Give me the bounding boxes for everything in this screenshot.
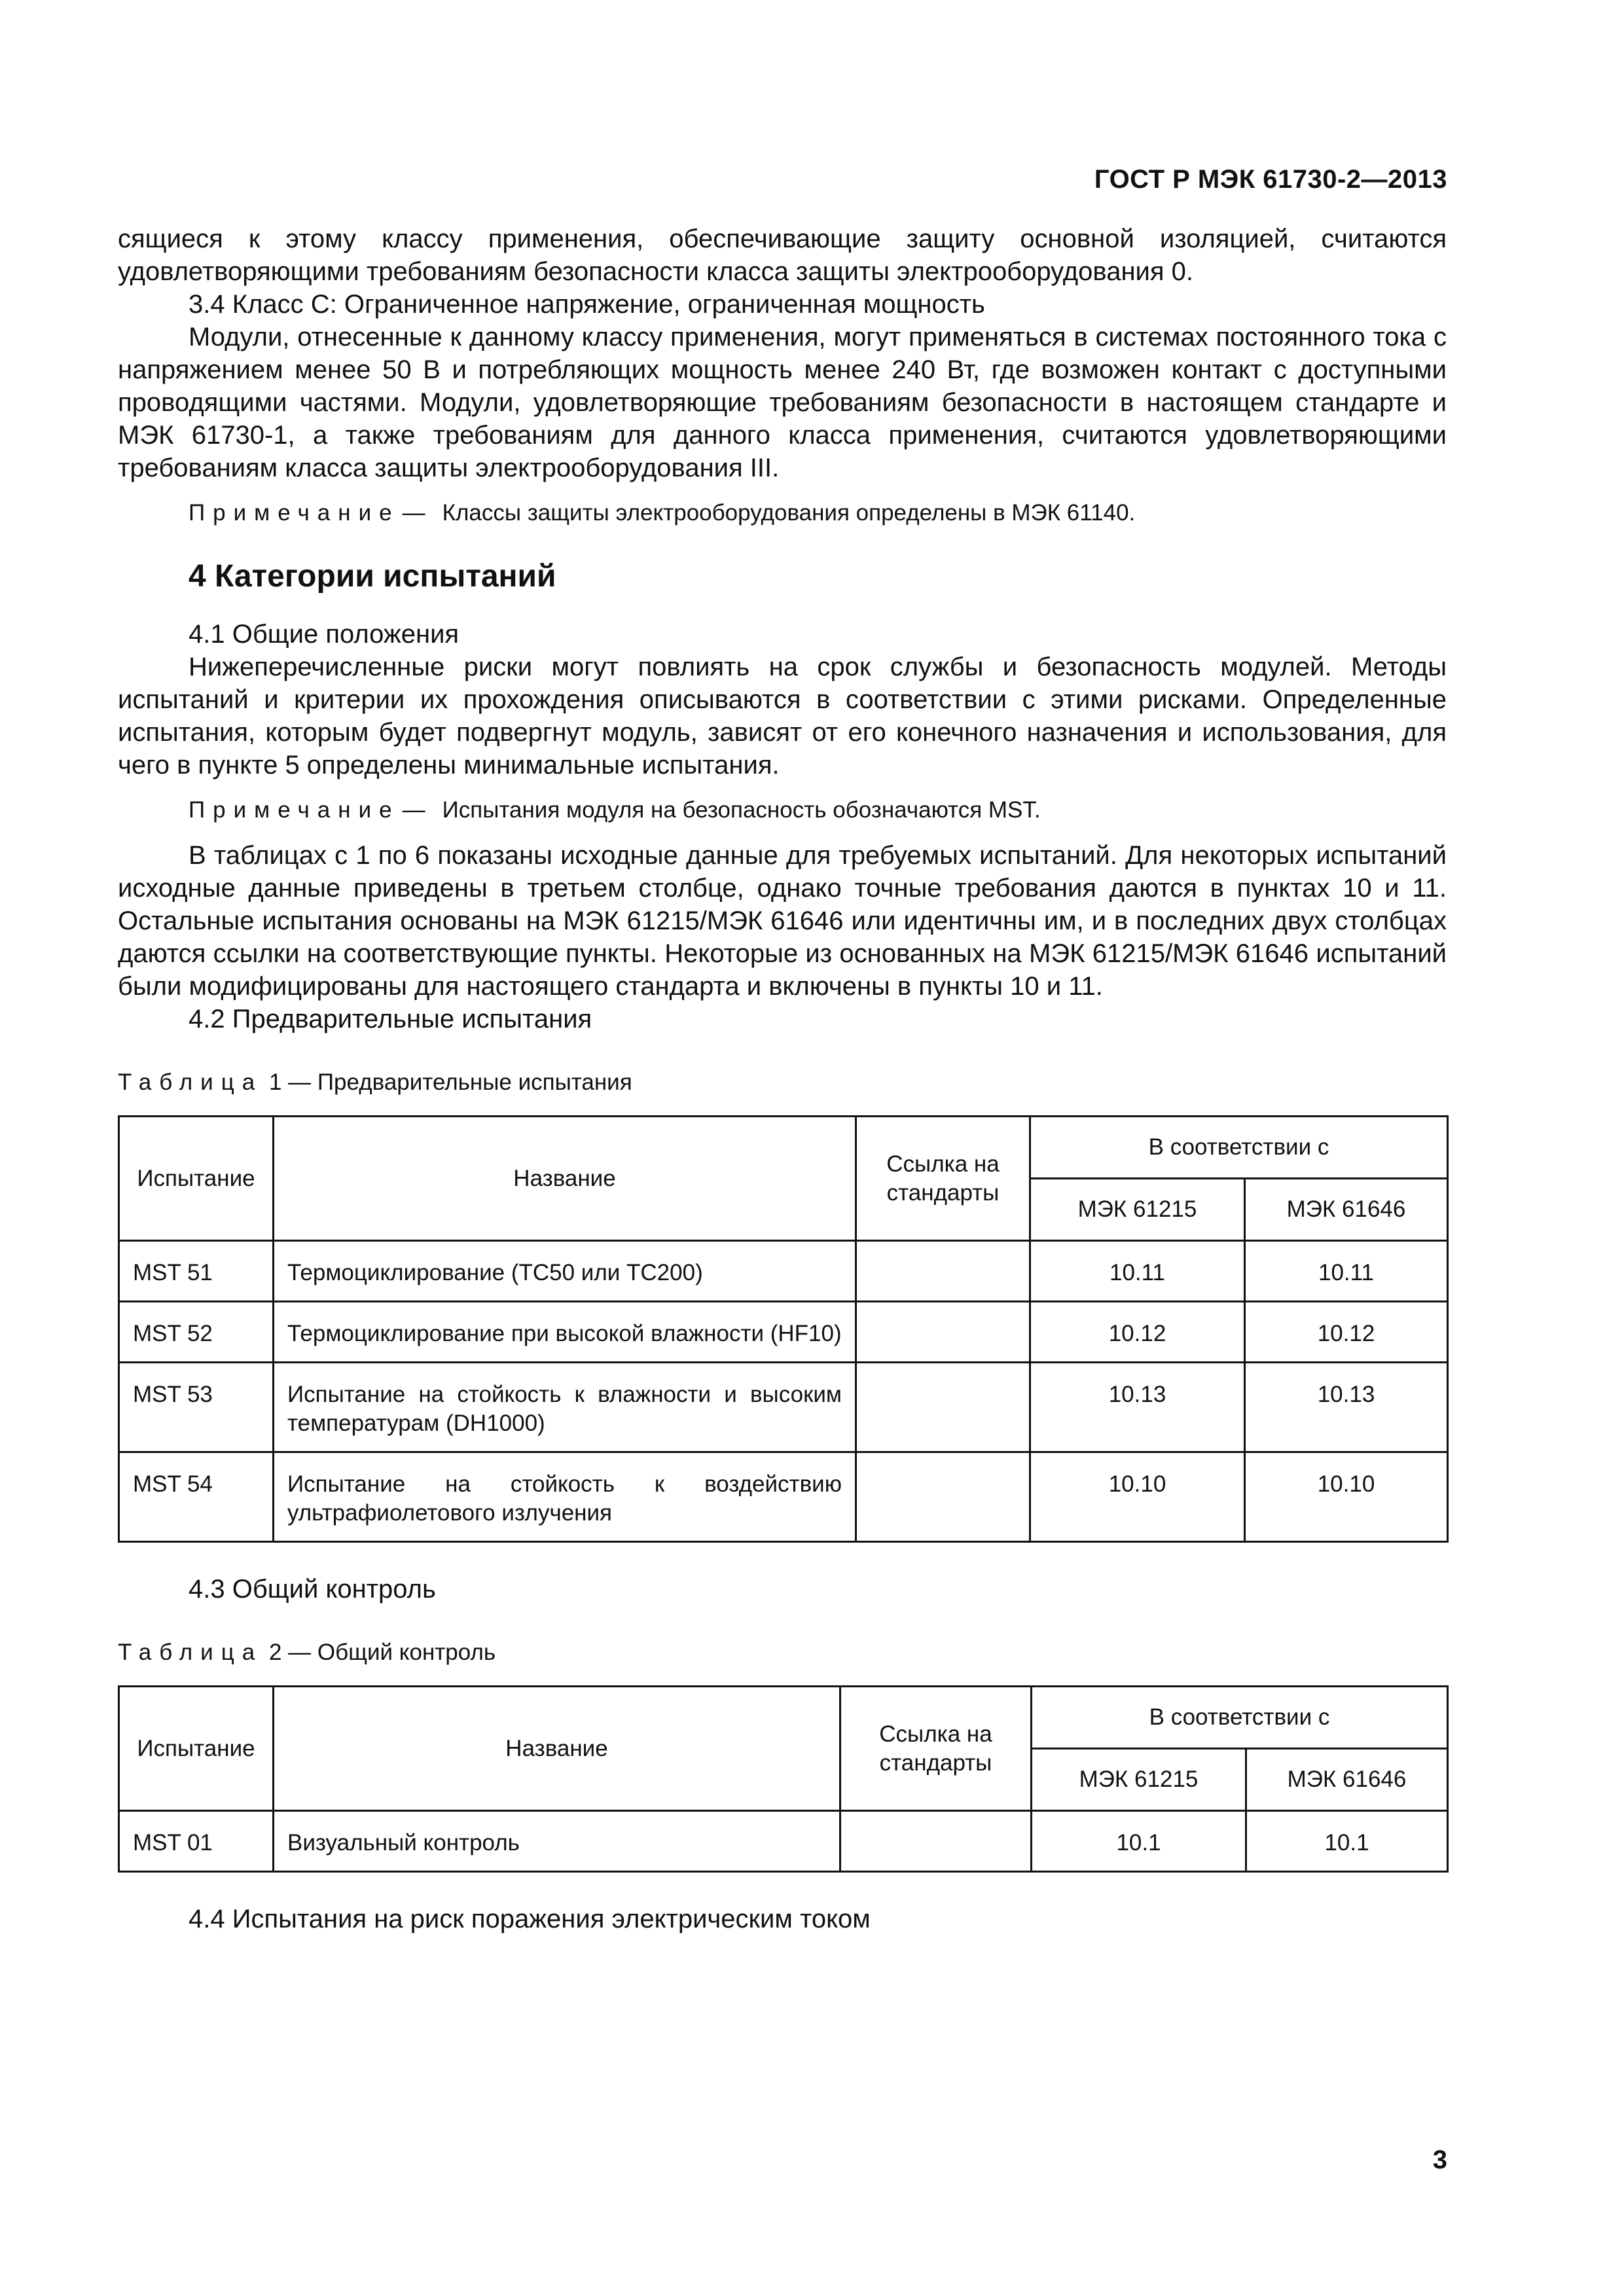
caption-text: 1 — Предварительные испытания <box>268 1069 632 1095</box>
note-dash: — <box>402 500 425 526</box>
table-header-row <box>119 1687 1448 1749</box>
cell-iec61215: 10.10 <box>1030 1452 1245 1542</box>
caption-text: 2 — Общий контроль <box>268 1640 496 1665</box>
note-dash: — <box>402 797 425 823</box>
clause-4-4-heading: 4.4 Испытания на риск поражения электрическим током <box>189 1905 871 1933</box>
cell-iec61646: 10.12 <box>1245 1302 1448 1363</box>
col-test-header: Испытание <box>119 1117 274 1241</box>
clause-4-3-heading: 4.3 Общий контроль <box>189 1575 436 1604</box>
paragraph-continued: сящиеся к этому классу применения, обеспечивающие защиту основной изоляцией, считаются удовлетворяющими требованиям безопасности класса защиты электрооборудования 0. <box>118 224 1447 286</box>
note-label: Примечание <box>189 797 400 823</box>
table-2 <box>118 1685 1449 1873</box>
cell-iec61646: 10.13 <box>1245 1363 1448 1452</box>
col-iec61646-header: МЭК 61646 <box>1245 1179 1448 1241</box>
cell-name: Испытание на стойкость к воздействию ультрафиолетового излучения <box>274 1452 856 1542</box>
cell-iec61215: 10.1 <box>1032 1811 1246 1872</box>
cell-test: MST 53 <box>119 1363 274 1452</box>
col-ref-header: Ссылка на стандарты <box>840 1687 1032 1811</box>
cell-iec61646: 10.1 <box>1246 1811 1448 1872</box>
note-1 <box>189 499 1447 528</box>
clause-3-4-heading: 3.4 Класс С: Ограниченное напряжение, ограниченная мощность <box>189 290 985 319</box>
col-accordance-header: В соответствии с <box>1032 1687 1448 1749</box>
caption-label: Таблица <box>118 1640 263 1665</box>
cell-name: Термоциклирование (TC50 или TC200) <box>274 1241 856 1302</box>
note-2 <box>189 796 1447 825</box>
cell-test: MST 01 <box>119 1811 274 1872</box>
cell-ref <box>856 1452 1030 1542</box>
col-name-header: Название <box>274 1687 840 1811</box>
cell-iec61215: 10.13 <box>1030 1363 1245 1452</box>
cell-ref <box>840 1811 1032 1872</box>
note-label: Примечание <box>189 500 400 526</box>
table-row <box>119 1302 1448 1363</box>
cell-ref <box>856 1363 1030 1452</box>
table-row <box>119 1811 1448 1872</box>
table-2-caption <box>118 1638 1447 1667</box>
note-text: Испытания модуля на безопасность обозначаются MST. <box>442 797 1041 823</box>
col-iec61646-header: МЭК 61646 <box>1246 1749 1448 1811</box>
paragraph-class-c: Модули, отнесенные к данному классу применения, могут применяться в системах постоянного тока с напряжением менее 50 В и потребляющих мощность менее 240 Вт, где возможен контакт с доступными проводящими частями. Модули, удовлетворяющие требованиям безопасности в настоящем стандарте и МЭК 61730-1, а также требованиям для данного класса применения, считаются удовлетворяющими требованиям класса защиты электрооборудования III. <box>118 323 1447 482</box>
clause-4-1-heading: 4.1 Общие положения <box>189 620 460 649</box>
col-test-header: Испытание <box>119 1687 274 1811</box>
cell-ref <box>856 1241 1030 1302</box>
col-name-header: Название <box>274 1117 856 1241</box>
table-1 <box>118 1115 1449 1543</box>
cell-iec61215: 10.11 <box>1030 1241 1245 1302</box>
table-row <box>119 1363 1448 1452</box>
col-accordance-header: В соответствии с <box>1030 1117 1448 1179</box>
cell-test: MST 51 <box>119 1241 274 1302</box>
table-header-row <box>119 1117 1448 1179</box>
note-text: Классы защиты электрооборудования определены в МЭК 61140. <box>442 500 1136 526</box>
table-1-caption <box>118 1068 1447 1097</box>
cell-name: Визуальный контроль <box>274 1811 840 1872</box>
cell-name: Термоциклирование при высокой влажности (HF10) <box>274 1302 856 1363</box>
cell-name: Испытание на стойкость к влажности и высоким температурам (DH1000) <box>274 1363 856 1452</box>
table-row <box>119 1241 1448 1302</box>
cell-iec61646: 10.11 <box>1245 1241 1448 1302</box>
col-ref-header: Ссылка на стандарты <box>856 1117 1030 1241</box>
cell-test: MST 52 <box>119 1302 274 1363</box>
page-number: 3 <box>1432 2145 1447 2174</box>
paragraph-risks: Нижеперечисленные риски могут повлиять на срок службы и безопасность модулей. Методы испытаний и критерии их прохождения описываются в соответствии с этими рисками. Определенные испытания, которым будет подвергнут модуль, зависят от его конечного назначения и использования, для чего в пункте 5 определены минимальные испытания. <box>118 653 1447 780</box>
cell-iec61215: 10.12 <box>1030 1302 1245 1363</box>
page-content <box>118 223 1447 1935</box>
section-4-heading: 4 Категории испытаний <box>189 559 556 594</box>
cell-iec61646: 10.10 <box>1245 1452 1448 1542</box>
cell-ref <box>856 1302 1030 1363</box>
paragraph-tables: В таблицах с 1 по 6 показаны исходные данные для требуемых испытаний. Для некоторых испытаний исходные данные приведены в третьем столбце, однако точные требования даются в пунктах 10 и 11. Остальные испытания основаны на МЭК 61215/МЭК 61646 или идентичны им, и в последних двух столбцах даются ссылки на соответствующие пункты. Некоторые из основанных на МЭК 61215/МЭК 61646 испытаний были модифицированы для настоящего стандарта и включены в пункты 10 и 11. <box>118 841 1447 1001</box>
clause-4-2-heading: 4.2 Предварительные испытания <box>189 1005 592 1033</box>
table-row <box>119 1452 1448 1542</box>
col-iec61215-header: МЭК 61215 <box>1030 1179 1245 1241</box>
cell-test: MST 54 <box>119 1452 274 1542</box>
caption-label: Таблица <box>118 1069 263 1095</box>
col-iec61215-header: МЭК 61215 <box>1032 1749 1246 1811</box>
standard-header: ГОСТ Р МЭК 61730-2—2013 <box>1094 165 1447 194</box>
